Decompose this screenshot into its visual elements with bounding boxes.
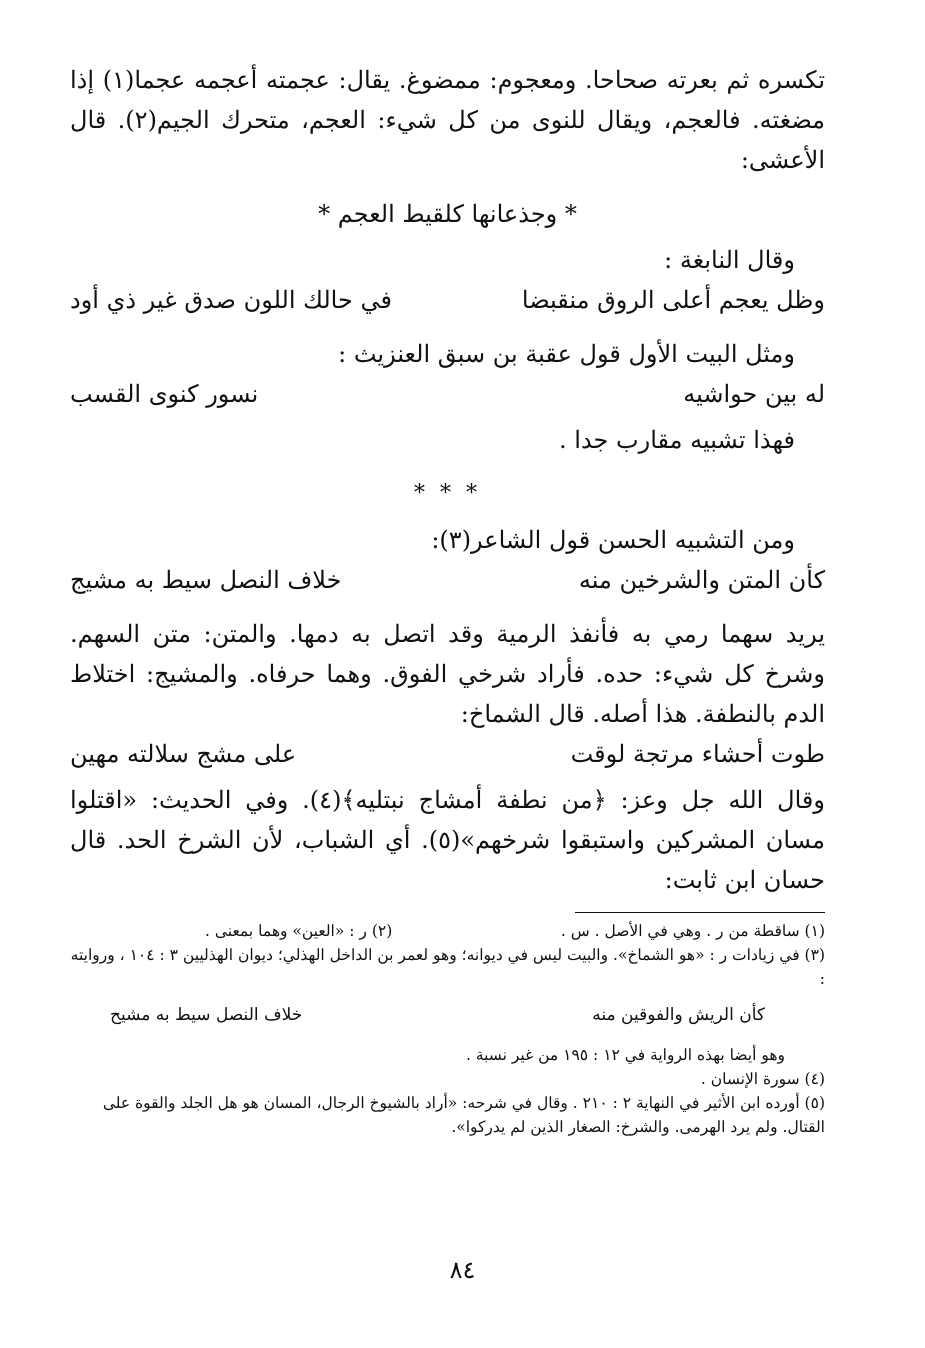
document-page — [70, 60, 825, 1308]
paragraph-1: تكسره ثم بعرته صحاحا. ومعجوم: ممضوغ. يقال: عجمته أعجمه عجما(١) إذا مضغته. فالعجم، ويقال للنوى من كل شيء: العجم، متحرك الجيم(٢). قال الأعشى: — [70, 66, 826, 174]
footnote-3-verse — [110, 997, 765, 1033]
verse-first-hemistich: وظل يعجم أعلى الروق منقبضا — [521, 286, 825, 314]
footnote-row-1-2 — [205, 919, 825, 943]
verse-first-hemistich: كأن الريش والفوقين منه — [592, 1005, 765, 1025]
footnote-3: (٣) في زيادات ر : «هو الشماخ». والبيت ليس في ديوانه؛ وهو لعمر بن الداخل الهذلي؛ ديوان الهذليين ٣ : ١٠٤ ، وروايته : — [70, 946, 825, 988]
nabigha-intro: وقال النابغة : — [664, 246, 795, 274]
footnotes — [70, 919, 825, 1139]
verse-second-hemistich: خلاف النصل سيط به مشيح — [110, 1005, 303, 1025]
uqba-verse — [70, 374, 825, 414]
verse-first-hemistich: طوت أحشاء مرتجة لوقت — [570, 740, 825, 768]
paragraph-2: يريد سهما رمي به فأنفذ الرمية وقد اتصل به دمها. والمتن: متن السهم. وشرخ كل شيء: حده. فأراد شرخي الفوق. وهما حرفاه. والمشيج: اختلاط الدم بالنطفة. هذا أصله. قال الشماخ: — [70, 620, 825, 728]
verse-second-hemistich: في حالك اللون صدق غير ذي أود — [70, 286, 392, 314]
shammakh-verse — [70, 734, 825, 774]
verse-second-hemistich: على مشج سلالته مهين — [70, 740, 297, 768]
section-divider-stars: * * * — [414, 481, 481, 506]
nabigha-verse — [70, 280, 825, 320]
footnote-5: (٥) أورده ابن الأثير في النهاية ٢ : ٢١٠ . وقال في شرحه: «أراد بالشيوخ الرجال، المسان هو هل الجلد والقوة على القتال. ولم يرد الهرمى. والشرخ: الصغار الذين لم يدركوا». — [102, 1094, 825, 1136]
verse-second-hemistich: نسور كنوى القسب — [70, 380, 259, 408]
page-number: ٨٤ — [449, 1256, 476, 1284]
footnote-1: (١) ساقطة من ر . وهي في الأصل . س . — [560, 922, 825, 940]
verse-first-hemistich: كأن المتن والشرخين منه — [578, 566, 825, 594]
verse-second-hemistich: خلاف النصل سيط به مشيج — [70, 566, 342, 594]
footnote-3-tail: وهو أيضا بهذه الرواية في ١٢ : ١٩٥ من غير نسبة . — [465, 1046, 785, 1064]
comment-line: فهذا تشبيه مقارب جدا . — [559, 426, 795, 454]
footnote-4: (٤) سورة الإنسان . — [700, 1070, 825, 1088]
uqba-intro: ومثل البيت الأول قول عقبة بن سبق العنزيث : — [338, 340, 795, 368]
footnote-2: (٢) ر : «العين» وهما بمعنى . — [205, 922, 393, 940]
hasan-intro: ومن التشبيه الحسن قول الشاعر(٣): — [431, 526, 795, 554]
paragraph-3: وقال الله جل وعز: ﴿من نطفة أمشاج نبتليه﴾(٤). وفي الحديث: «اقتلوا مسان المشركين واستبقوا شرخهم»(٥). أي الشباب، لأن الشرخ الحد. قال حسان ابن ثابت: — [70, 786, 825, 894]
verse-first-hemistich: له بين حواشيه — [683, 380, 825, 408]
a3sha-hemistich: * وجذعانها كلقيط العجم * — [318, 200, 577, 228]
footnote-separator — [575, 912, 825, 913]
hasan-verse — [70, 560, 825, 600]
